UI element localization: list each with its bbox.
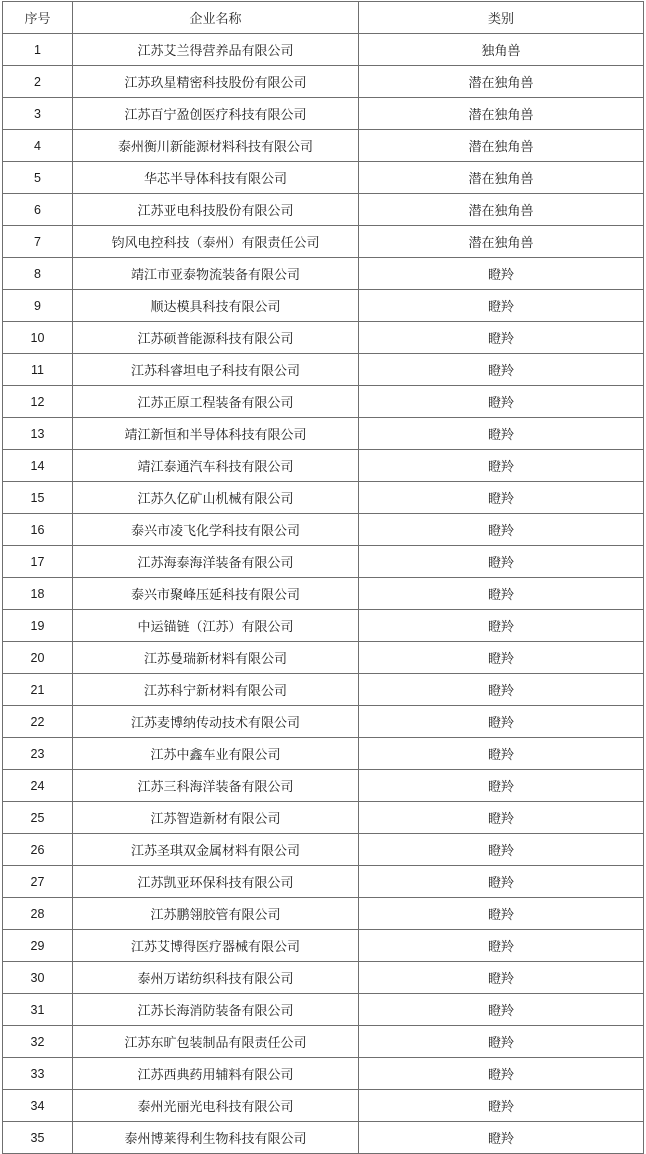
company-name-cell: 泰州万诺纺织科技有限公司: [73, 962, 359, 994]
company-name-cell: 江苏正原工程装备有限公司: [73, 386, 359, 418]
category-cell: 瞪羚: [359, 994, 644, 1026]
row-index-cell: 13: [3, 418, 73, 450]
row-index-cell: 3: [3, 98, 73, 130]
row-index-cell: 15: [3, 482, 73, 514]
company-name-cell: 华芯半导体科技有限公司: [73, 162, 359, 194]
row-index-cell: 2: [3, 66, 73, 98]
row-index-cell: 18: [3, 578, 73, 610]
company-name-cell: 江苏智造新材有限公司: [73, 802, 359, 834]
row-index-cell: 14: [3, 450, 73, 482]
row-index-cell: 29: [3, 930, 73, 962]
company-name-cell: 靖江新恒和半导体科技有限公司: [73, 418, 359, 450]
row-index-cell: 31: [3, 994, 73, 1026]
company-name-cell: 江苏科睿坦电子科技有限公司: [73, 354, 359, 386]
row-index-cell: 7: [3, 226, 73, 258]
category-cell: 潜在独角兽: [359, 66, 644, 98]
row-index-cell: 25: [3, 802, 73, 834]
company-name-cell: 泰州光丽光电科技有限公司: [73, 1090, 359, 1122]
table-row: [3, 738, 644, 770]
table-row: [3, 642, 644, 674]
table-row: [3, 706, 644, 738]
category-cell: 瞪羚: [359, 674, 644, 706]
company-name-cell: 泰州博莱得利生物科技有限公司: [73, 1122, 359, 1154]
category-cell: 瞪羚: [359, 866, 644, 898]
company-table: [2, 1, 644, 1154]
category-cell: 潜在独角兽: [359, 162, 644, 194]
company-name-cell: 江苏东旷包装制品有限责任公司: [73, 1026, 359, 1058]
table-row: [3, 322, 644, 354]
table-header-row: [3, 2, 644, 34]
category-cell: 瞪羚: [359, 738, 644, 770]
company-name-cell: 江苏久亿矿山机械有限公司: [73, 482, 359, 514]
header-company-name: 企业名称: [73, 2, 359, 34]
row-index-cell: 12: [3, 386, 73, 418]
row-index-cell: 6: [3, 194, 73, 226]
category-cell: 潜在独角兽: [359, 226, 644, 258]
company-name-cell: 江苏硕普能源科技有限公司: [73, 322, 359, 354]
company-name-cell: 江苏鹏翎胶管有限公司: [73, 898, 359, 930]
table-row: [3, 418, 644, 450]
header-category: 类别: [359, 2, 644, 34]
company-name-cell: 中运锚链（江苏）有限公司: [73, 610, 359, 642]
table-row: [3, 386, 644, 418]
category-cell: 瞪羚: [359, 1122, 644, 1154]
table-row: [3, 290, 644, 322]
table-row: [3, 354, 644, 386]
table-row: [3, 578, 644, 610]
company-name-cell: 江苏中鑫车业有限公司: [73, 738, 359, 770]
category-cell: 瞪羚: [359, 1090, 644, 1122]
row-index-cell: 16: [3, 514, 73, 546]
company-name-cell: 江苏西典药用辅料有限公司: [73, 1058, 359, 1090]
table-row: [3, 226, 644, 258]
category-cell: 瞪羚: [359, 290, 644, 322]
category-cell: 瞪羚: [359, 354, 644, 386]
table-row: [3, 130, 644, 162]
category-cell: 瞪羚: [359, 898, 644, 930]
company-name-cell: 江苏三科海洋装备有限公司: [73, 770, 359, 802]
category-cell: 瞪羚: [359, 802, 644, 834]
row-index-cell: 24: [3, 770, 73, 802]
row-index-cell: 8: [3, 258, 73, 290]
table-row: [3, 450, 644, 482]
category-cell: 潜在独角兽: [359, 130, 644, 162]
table-row: [3, 1090, 644, 1122]
company-name-cell: 靖江泰通汽车科技有限公司: [73, 450, 359, 482]
table-row: [3, 610, 644, 642]
category-cell: 潜在独角兽: [359, 194, 644, 226]
header-index: 序号: [3, 2, 73, 34]
table-row: [3, 770, 644, 802]
row-index-cell: 27: [3, 866, 73, 898]
table-row: [3, 162, 644, 194]
row-index-cell: 32: [3, 1026, 73, 1058]
row-index-cell: 4: [3, 130, 73, 162]
row-index-cell: 26: [3, 834, 73, 866]
row-index-cell: 30: [3, 962, 73, 994]
row-index-cell: 19: [3, 610, 73, 642]
table-row: [3, 898, 644, 930]
table-row: [3, 258, 644, 290]
row-index-cell: 34: [3, 1090, 73, 1122]
category-cell: 瞪羚: [359, 322, 644, 354]
table-row: [3, 1026, 644, 1058]
row-index-cell: 1: [3, 34, 73, 66]
row-index-cell: 11: [3, 354, 73, 386]
table-body: [3, 34, 644, 1154]
category-cell: 瞪羚: [359, 1058, 644, 1090]
company-name-cell: 江苏玖星精密科技股份有限公司: [73, 66, 359, 98]
table-row: [3, 834, 644, 866]
category-cell: 瞪羚: [359, 706, 644, 738]
company-name-cell: 钧风电控科技（泰州）有限责任公司: [73, 226, 359, 258]
row-index-cell: 21: [3, 674, 73, 706]
company-table-container: [2, 1, 643, 1154]
table-row: [3, 482, 644, 514]
table-row: [3, 514, 644, 546]
company-name-cell: 江苏科宁新材料有限公司: [73, 674, 359, 706]
company-name-cell: 江苏艾兰得营养品有限公司: [73, 34, 359, 66]
table-row: [3, 1122, 644, 1154]
company-name-cell: 泰州衡川新能源材料科技有限公司: [73, 130, 359, 162]
table-row: [3, 34, 644, 66]
category-cell: 瞪羚: [359, 610, 644, 642]
company-name-cell: 泰兴市聚峰压延科技有限公司: [73, 578, 359, 610]
company-name-cell: 江苏艾博得医疗器械有限公司: [73, 930, 359, 962]
category-cell: 瞪羚: [359, 642, 644, 674]
category-cell: 瞪羚: [359, 578, 644, 610]
company-name-cell: 江苏凯亚环保科技有限公司: [73, 866, 359, 898]
row-index-cell: 28: [3, 898, 73, 930]
table-row: [3, 66, 644, 98]
row-index-cell: 20: [3, 642, 73, 674]
table-row: [3, 546, 644, 578]
company-name-cell: 顺达模具科技有限公司: [73, 290, 359, 322]
table-row: [3, 866, 644, 898]
category-cell: 瞪羚: [359, 386, 644, 418]
category-cell: 潜在独角兽: [359, 98, 644, 130]
table-row: [3, 674, 644, 706]
company-name-cell: 靖江市亚泰物流装备有限公司: [73, 258, 359, 290]
table-row: [3, 98, 644, 130]
table-row: [3, 194, 644, 226]
category-cell: 瞪羚: [359, 770, 644, 802]
category-cell: 瞪羚: [359, 258, 644, 290]
category-cell: 瞪羚: [359, 514, 644, 546]
row-index-cell: 9: [3, 290, 73, 322]
table-row: [3, 802, 644, 834]
category-cell: 瞪羚: [359, 1026, 644, 1058]
company-name-cell: 江苏海泰海洋装备有限公司: [73, 546, 359, 578]
category-cell: 瞪羚: [359, 962, 644, 994]
category-cell: 瞪羚: [359, 482, 644, 514]
row-index-cell: 22: [3, 706, 73, 738]
row-index-cell: 5: [3, 162, 73, 194]
company-name-cell: 江苏麦博纳传动技术有限公司: [73, 706, 359, 738]
row-index-cell: 17: [3, 546, 73, 578]
row-index-cell: 35: [3, 1122, 73, 1154]
row-index-cell: 10: [3, 322, 73, 354]
row-index-cell: 33: [3, 1058, 73, 1090]
company-name-cell: 泰兴市凌飞化学科技有限公司: [73, 514, 359, 546]
company-name-cell: 江苏亚电科技股份有限公司: [73, 194, 359, 226]
category-cell: 瞪羚: [359, 930, 644, 962]
company-name-cell: 江苏圣琪双金属材料有限公司: [73, 834, 359, 866]
category-cell: 瞪羚: [359, 834, 644, 866]
company-name-cell: 江苏长海消防装备有限公司: [73, 994, 359, 1026]
row-index-cell: 23: [3, 738, 73, 770]
table-row: [3, 994, 644, 1026]
company-name-cell: 江苏百宁盈创医疗科技有限公司: [73, 98, 359, 130]
category-cell: 瞪羚: [359, 450, 644, 482]
category-cell: 瞪羚: [359, 418, 644, 450]
category-cell: 瞪羚: [359, 546, 644, 578]
table-row: [3, 962, 644, 994]
category-cell: 独角兽: [359, 34, 644, 66]
table-row: [3, 930, 644, 962]
company-name-cell: 江苏曼瑞新材料有限公司: [73, 642, 359, 674]
table-row: [3, 1058, 644, 1090]
